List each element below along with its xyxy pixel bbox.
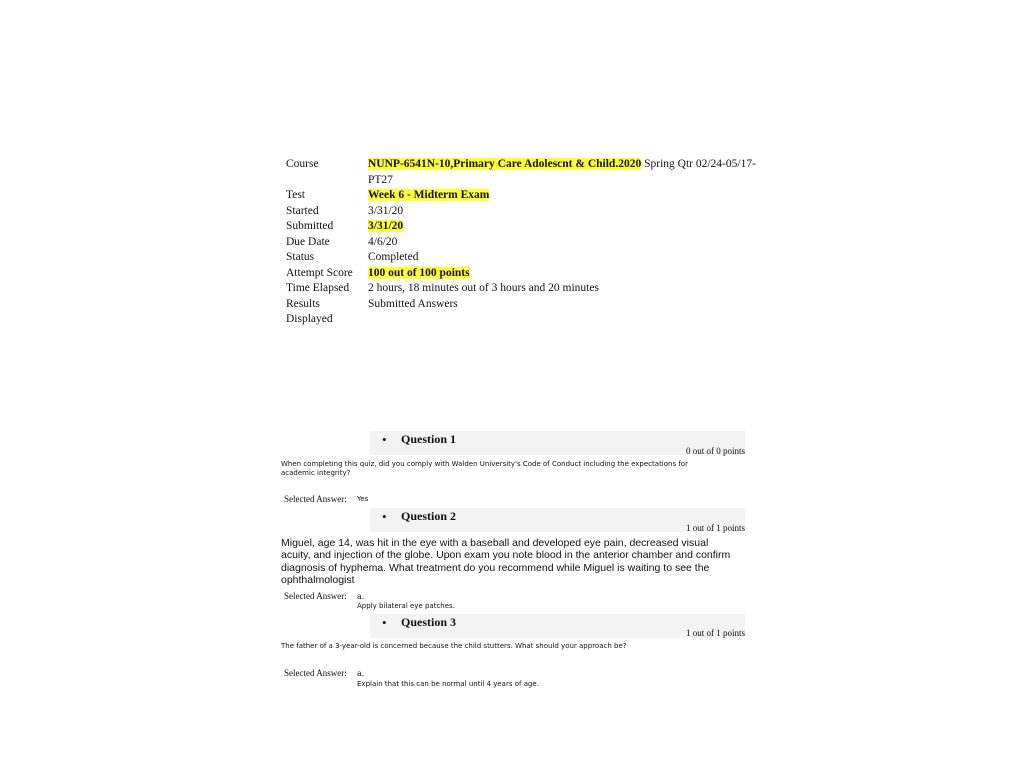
bullet-icon: • [382,509,387,524]
question-2-points: 1 out of 1 points [685,523,745,533]
question-3-answer-letter: a. [357,669,365,678]
submitted-value-cell [368,219,756,235]
attempt-score-value: 100 out of 100 points [368,266,470,279]
question-2-selected-label: Selected Answer: [284,591,347,601]
submitted-value: 3/31/20 [368,220,404,232]
test-value: Week 6 - Midterm Exam [368,189,490,201]
course-term: Spring Qtr 02/24-05/17-PT27 [368,158,756,186]
question-2-answer-letter: a. [357,592,365,601]
question-2-text: Miguel, age 14, was hit in the eye with a baseball and developed eye pain, decreased visual acuity, and injection of the globe. Upon exam you note blood in the anterior chamber and confirm diagnosis of hyphema. What treatment do you recommend while Miguel is waiting to see the ophthalmologist [281,537,731,587]
question-2-title: Question 2 [401,509,457,523]
summary-row-status [286,250,756,266]
summary-row-time [286,281,756,297]
summary-row-results [286,297,756,328]
submitted-label: Submitted [286,220,334,232]
attempt-score-cell [368,266,756,282]
summary-row-started [286,204,756,220]
status-value: Completed [368,251,419,263]
time-elapsed-label: Time Elapsed [286,282,350,294]
status-label: Status [286,251,315,263]
question-3-selected-label: Selected Answer: [284,668,347,678]
summary-row-test [286,188,756,204]
bullet-icon: • [382,432,387,447]
question-1-text: When completing this quiz, did you comply with Walden University's Code of Conduct including the expectations for academic integrity? [281,460,688,477]
test-value-cell [368,188,756,204]
course-name-highlight: NUNP-6541N-10,Primary Care Adolescnt & Child.2020 [368,158,642,170]
attempt-score-label: Attempt Score [286,266,353,279]
started-value: 3/31/20 [368,204,404,217]
question-3-points: 1 out of 1 points [685,628,745,638]
summary-row-score [286,266,756,282]
results-displayed-label: Results Displayed [286,297,333,325]
question-2-answer: Apply bilateral eye patches. [357,602,455,610]
time-elapsed-value: 2 hours, 18 minutes out of 3 hours and 20 minutes [368,282,599,294]
results-displayed-value: Submitted Answers [368,297,458,310]
test-label: Test [286,189,305,201]
course-label: Course [286,158,319,170]
test-summary-table [286,157,756,328]
question-3-answer: Explain that this can be normal until 4 years of age. [357,680,539,688]
question-3-text: The father of a 3-year-old is concerned because the child stutters. What should your approach be? [281,642,627,650]
bullet-icon: • [382,615,387,630]
due-date-value: 4/6/20 [368,235,398,248]
started-label: Started [286,204,319,217]
summary-row-course [286,157,756,188]
question-3-title: Question 3 [401,615,457,629]
question-1-answer: Yes [357,495,369,503]
question-1-title: Question 1 [401,432,457,446]
course-value [368,157,756,188]
summary-row-due-date [286,235,756,251]
question-1-points: 0 out of 0 points [685,446,745,456]
summary-row-submitted [286,219,756,235]
question-1-selected-label: Selected Answer: [284,494,347,504]
due-date-label: Due Date [286,235,330,248]
